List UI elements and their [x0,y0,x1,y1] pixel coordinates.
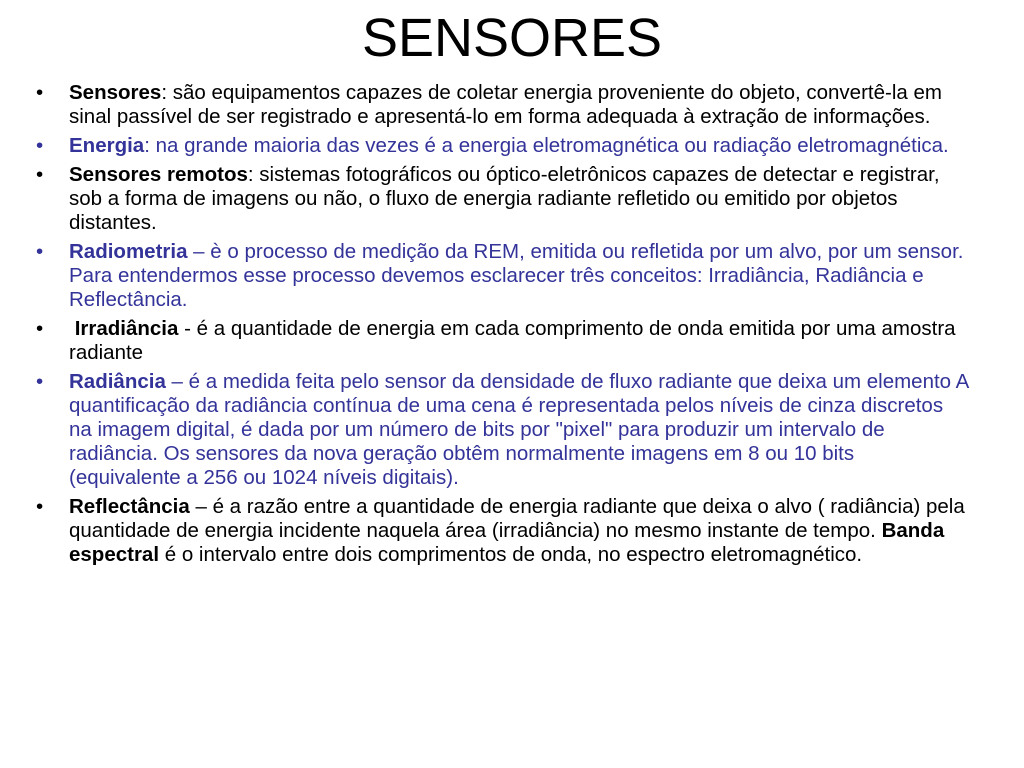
bullet-icon: • [36,134,44,157]
bullet-item-sensores-remotos [36,163,971,235]
bullet-term: Radiância [69,370,166,393]
bullet-text: : sistemas fotográficos ou óptico-eletrônicos capazes de detectar e registrar, sob a forma de imagens ou não, o fluxo de energia radiante refletido ou emitido por objetos distantes. [69,163,940,234]
bullet-item-sensores [36,81,971,129]
bullet-item-irradiancia [36,317,971,365]
bullet-icon: • [36,163,44,186]
bullet-term: Irradiância [74,317,179,340]
bullet-term: Sensores remotos [69,163,248,186]
bullet-item-energia [36,134,971,158]
bullet-text: : são equipamentos capazes de coletar energia proveniente do objeto, convertê-la em sinal passível de ser registrado e apresentá-lo em forma adequada à extração de informações. [69,81,942,128]
bullet-icon: • [36,240,44,263]
bullet-term: Sensores [69,81,162,104]
bullet-item-radiancia [36,370,971,490]
bullet-list [36,81,971,572]
bullet-text: – é a razão entre a quantidade de energia radiante que deixa o alvo ( radiância) pela quantidade de energia incidente naquela área (irradiância) no mesmo instante de tempo. [69,495,965,542]
bullet-term: Energia [69,134,145,157]
bullet-icon: • [36,495,44,518]
bullet-text: : na grande maioria das vezes é a energia eletromagnética ou radiação eletromagnética. [144,134,949,157]
bullet-icon: • [36,370,44,393]
bullet-text: – é a medida feita pelo sensor da densidade de fluxo radiante que deixa um elemento A quantificação da radiância contínua de uma cena é representada pelos níveis de cinza discretos na imagem digital, é dada por um número de bits por "pixel" para produzir um intervalo de radiância. Os sensores da nova geração obtêm normalmente imagens em 8 ou 10 bits (equivalente a 256 ou 1024 níveis digitais). [69,370,969,489]
bullet-item-radiometria [36,240,971,312]
bullet-icon: • [36,317,44,340]
bullet-text: é o intervalo entre dois comprimentos de onda, no espectro eletromagnético. [159,543,863,566]
slide-title: SENSORES [361,8,663,68]
bullet-item-reflectancia [36,495,971,567]
bullet-icon: • [36,81,44,104]
bullet-text: – è o processo de medição da REM, emitida ou refletida por um alvo, por um sensor. Para entendermos esse processo devemos esclarecer três conceitos: Irradiância, Radiância e Reflectância. [69,240,964,311]
bullet-term-banda-espectral: Banda espectral [69,519,945,566]
bullet-term: Radiometria [69,240,188,263]
bullet-term: Reflectância [69,495,190,518]
bullet-text: - é a quantidade de energia em cada comprimento de onda emitida por uma amostra radiante [69,317,956,364]
